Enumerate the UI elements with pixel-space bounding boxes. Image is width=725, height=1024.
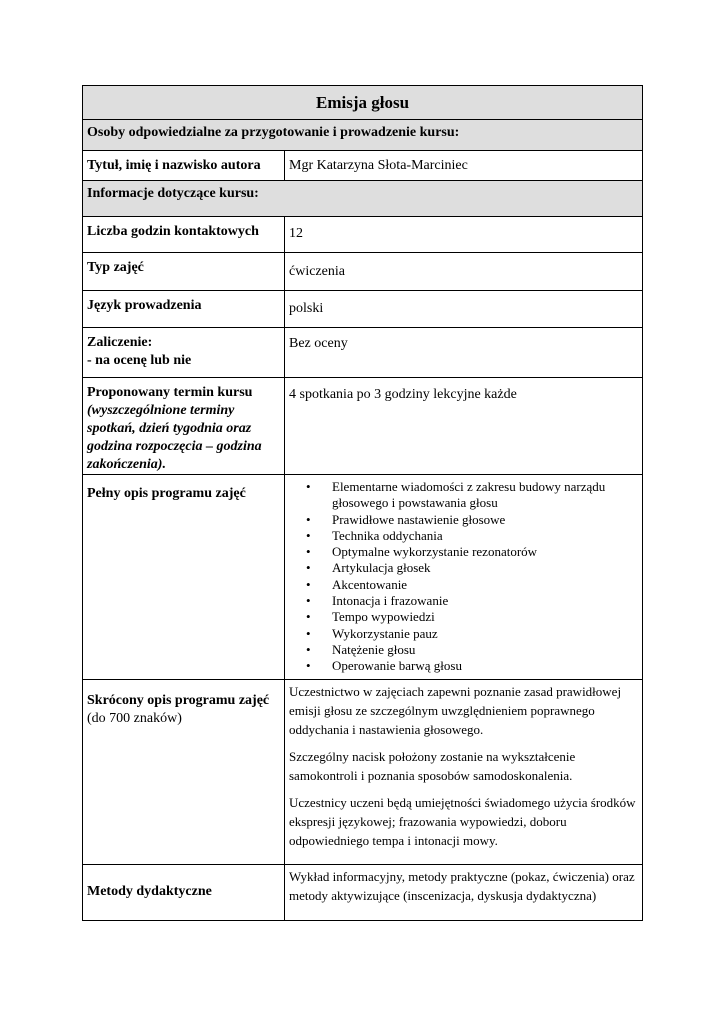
type-row [83, 253, 643, 291]
author-row [83, 151, 643, 181]
credit-label [83, 328, 285, 378]
short-label-title: Skrócony opis programu zajęć [87, 692, 270, 708]
short-paragraph-2: Szczególny nacisk położony zostanie na wykształcenie samokontroli i poznania sposobów samodoskonalenia. [289, 748, 576, 783]
type-label: Typ zajęć [83, 253, 285, 291]
program-list-item: • Intonacja i frazowanie [332, 593, 636, 609]
program-list [285, 479, 642, 679]
hours-label: Liczba godzin kontaktowych [83, 217, 285, 253]
term-value: 4 spotkania po 3 godziny lekcyjne każde [285, 378, 643, 475]
language-value: polski [285, 291, 643, 328]
section-info-row [83, 181, 643, 217]
program-row [83, 475, 643, 680]
credit-value: Bez oceny [285, 328, 643, 378]
program-list-item: • Prawidłowe nastawienie głosowe [332, 512, 636, 528]
language-row [83, 291, 643, 328]
section-persons-row [83, 120, 643, 151]
course-table [82, 85, 643, 921]
hours-value: 12 [285, 217, 643, 253]
program-list-item: • Artykulacja głosek [332, 560, 636, 576]
program-list-item: • Operowanie barwą głosu [332, 658, 636, 674]
term-label-details: (wyszczególnione terminy spotkań, dzień tygodnia oraz godzina rozpoczęcia – godzina zakończenia). [87, 403, 262, 472]
program-cell [285, 475, 643, 680]
short-cell [285, 679, 643, 864]
section-persons-heading: Osoby odpowiedzialne za przygotowanie i prowadzenie kursu: [83, 120, 643, 151]
program-list-item: • Wykorzystanie pauz [332, 626, 636, 642]
program-list-item: • Natężenie głosu [332, 642, 636, 658]
short-label [83, 679, 285, 864]
program-list-item: • Akcentowanie [332, 577, 636, 593]
author-value: Mgr Katarzyna Słota-Marciniec [285, 151, 643, 181]
section-info-heading: Informacje dotyczące kursu: [83, 181, 643, 217]
credit-label-line2: - na ocenę lub nie [87, 353, 192, 368]
short-row [83, 679, 643, 864]
short-label-note: (do 700 znaków) [87, 710, 182, 726]
program-label: Pełny opis programu zajęć [83, 475, 285, 680]
term-row [83, 378, 643, 475]
credit-label-line1: Zaliczenie: [87, 335, 153, 350]
program-list-item: • Tempo wypowiedzi [332, 609, 636, 625]
short-paragraph-1: Uczestnictwo w zajęciach zapewni poznanie zasad prawidłowej emisji głosu ze szczególnym uwzględnieniem poprawnego oddychania i nastawienia głosowego. [289, 683, 622, 737]
term-label [83, 378, 285, 475]
methods-label: Metody dydaktyczne [83, 864, 285, 920]
term-label-title: Proponowany termin kursu [87, 385, 253, 400]
program-list-item: • Optymalne wykorzystanie rezonatorów [332, 544, 636, 560]
title-row [83, 86, 643, 120]
type-value: ćwiczenia [285, 253, 643, 291]
methods-value: Wykład informacyjny, metody praktyczne (pokaz, ćwiczenia) oraz metody aktywizujące (inscenizacja, dyskusja dydaktyczna) [289, 868, 635, 903]
short-paragraph-3: Uczestnicy uczeni będą umiejętności świadomego użycia środków ekspresji językowej; frazowania wypowiedzi, doboru odpowiedniego tempa i intonacji mowy. [289, 794, 636, 848]
methods-cell [285, 864, 643, 920]
program-list-item: • Technika oddychania [332, 528, 636, 544]
author-label: Tytuł, imię i nazwisko autora [83, 151, 285, 181]
program-list-item: • Elementarne wiadomości z zakresu budowy narządu głosowego i powstawania głosu [332, 479, 636, 512]
language-label: Język prowadzenia [83, 291, 285, 328]
hours-row [83, 217, 643, 253]
course-title: Emisja głosu [83, 86, 643, 120]
credit-row [83, 328, 643, 378]
methods-row [83, 864, 643, 920]
